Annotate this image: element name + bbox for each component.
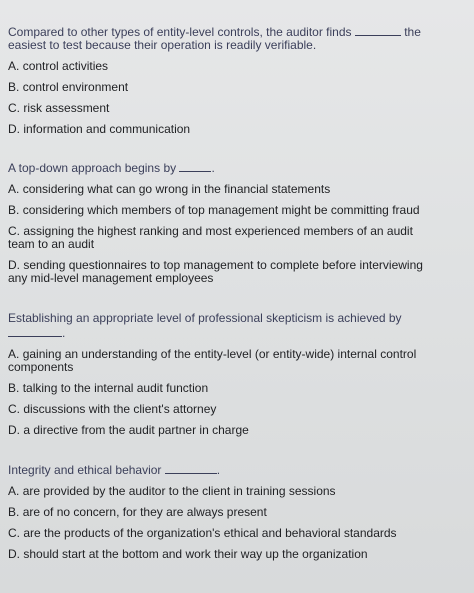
answer-blank <box>165 462 217 474</box>
question-4 <box>8 462 468 569</box>
option-c: C. discussions with the client's attorney <box>8 402 217 416</box>
question-1-stem-before: Compared to other types of entity-level controls, the auditor finds <box>8 25 352 39</box>
option-d: D. information and communication <box>8 122 191 136</box>
option-b: B. talking to the internal audit function <box>8 381 209 395</box>
option-a: A. gaining an understanding of the entity-level (or entity-wide) internal control components <box>8 347 417 374</box>
option-a: A. considering what can go wrong in the financial statements <box>8 182 331 196</box>
question-2-stem-before: A top-down approach begins by <box>8 161 177 175</box>
question-2-stem-after: . <box>211 161 215 175</box>
option-d: D. should start at the bottom and work their way up the organization <box>8 547 368 561</box>
question-1-stem-line2: easiest to test because their operation is readily verifiable. <box>8 38 317 52</box>
question-4-stem-after: . <box>216 463 221 477</box>
answer-blank <box>179 160 211 172</box>
option-b: B. are of no concern, for they are always present <box>8 505 267 519</box>
question-1 <box>8 24 468 144</box>
question-3-stem-before: Establishing an appropriate level of professional skepticism is achieved by <box>8 311 402 325</box>
question-4-stem <box>8 462 468 477</box>
option-c: C. risk assessment <box>8 101 110 115</box>
option-b: B. considering which members of top management might be committing fraud <box>8 203 420 217</box>
option-a: A. control activities <box>8 59 109 73</box>
option-d: D. a directive from the audit partner in charge <box>8 423 249 437</box>
question-2 <box>8 160 468 293</box>
answer-blank <box>8 325 62 337</box>
question-1-stem-after: the <box>404 25 421 39</box>
option-c: C. assigning the highest ranking and most experienced members of an audit team to an audit <box>8 224 413 251</box>
question-3-stem <box>8 312 468 340</box>
option-a: A. are provided by the auditor to the client in training sessions <box>8 484 336 498</box>
answer-blank <box>355 24 401 36</box>
question-2-stem <box>8 160 468 175</box>
question-1-stem <box>8 24 468 52</box>
question-3-stem-after: . <box>62 326 66 340</box>
option-b: B. control environment <box>8 80 129 94</box>
question-3 <box>8 312 468 445</box>
question-4-stem-before: Integrity and ethical behavior <box>8 463 162 477</box>
option-c: C. are the products of the organization's ethical and behavioral standards <box>8 526 397 540</box>
option-d: D. sending questionnaires to top management to complete before interviewing any mid-level management employees <box>8 258 423 285</box>
